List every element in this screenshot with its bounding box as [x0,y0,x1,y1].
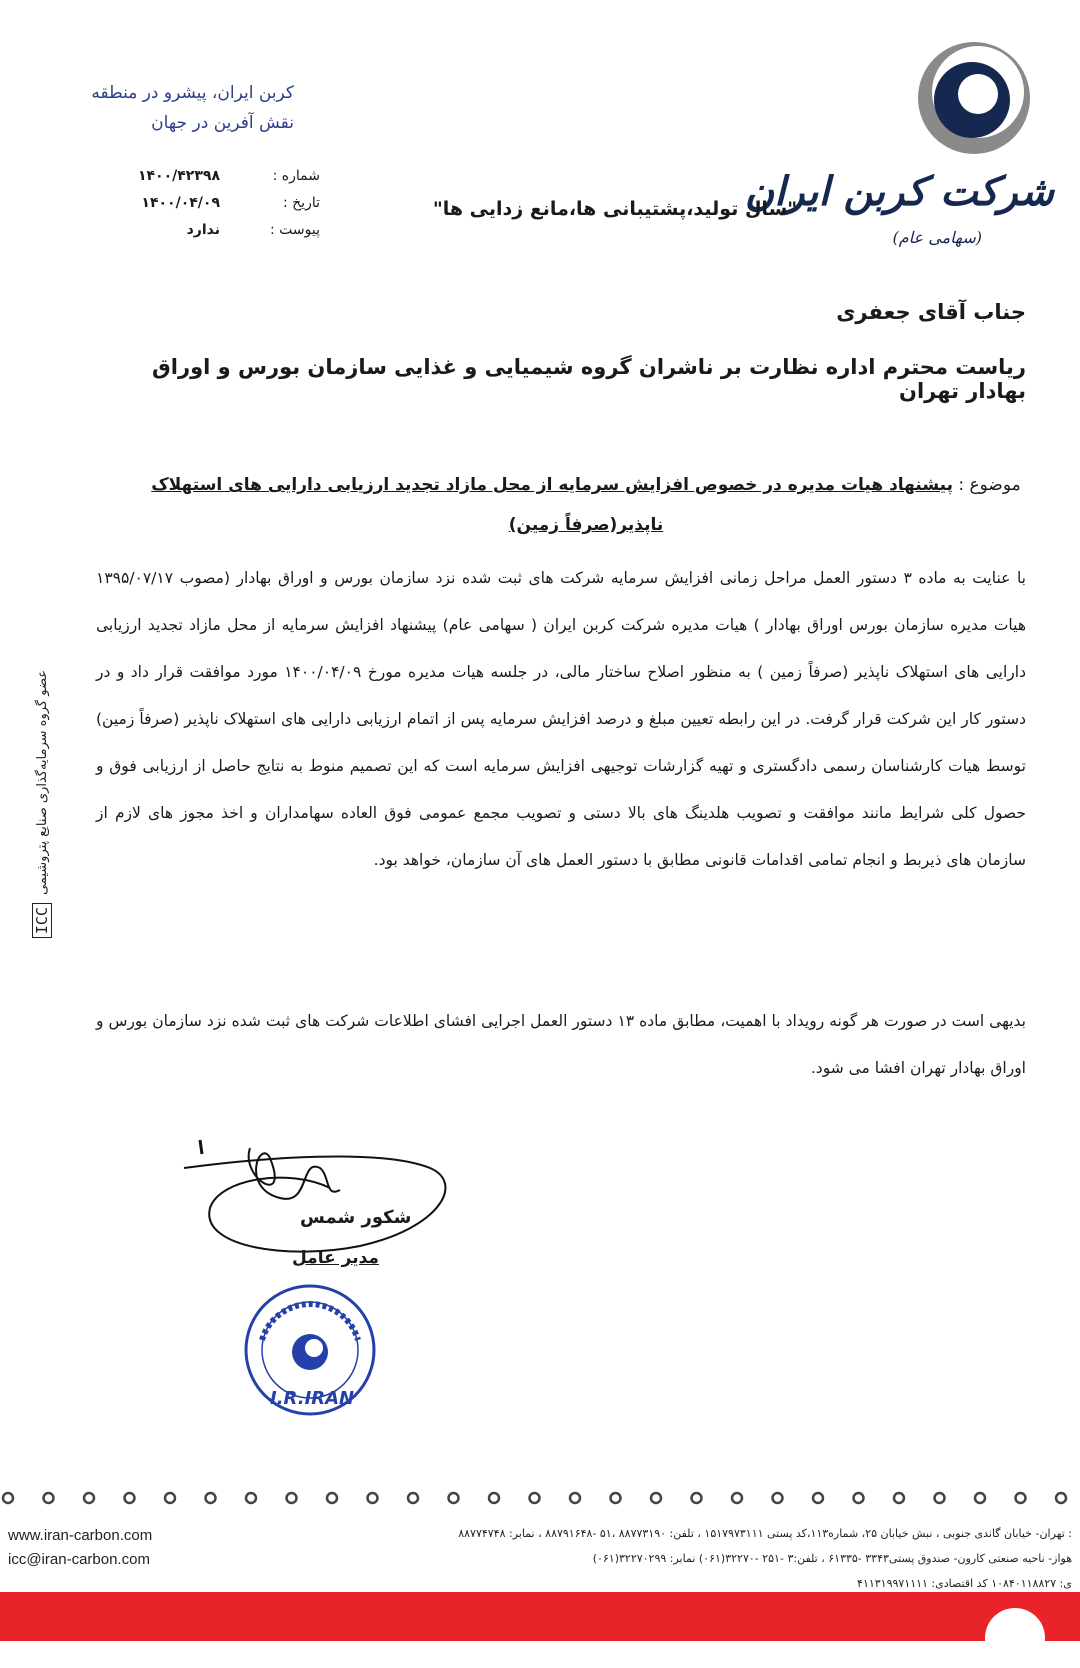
dot-icon [84,1493,94,1503]
footer-website-link[interactable]: www.iran-carbon.com [8,1527,153,1544]
footer-address-line: ی: ۱۰۸۴۰۱۱۸۸۲۷ کد اقتصادی: ۴۱۱۳۱۹۹۷۱۱۱۱ [857,1577,1072,1590]
meta-attachment-label: پیوست : [270,222,320,238]
recipient-office: ریاست محترم اداره نظارت بر ناشران گروه شیمیایی و غذایی سازمان بورس و اوراق بهادار تهران [152,355,1026,403]
dot-icon [327,1493,337,1503]
dot-icon [125,1493,135,1503]
meta-attachment-row [150,222,320,249]
company-type: (سهامی عام) [892,228,982,247]
side-member-text: عضو گروه سرمایه‌گذاری صنایع پتروشیمی [34,670,50,895]
footer-circle-icon [985,1608,1045,1668]
dot-icon [368,1493,378,1503]
signer-name: شکور شمس [300,1207,412,1228]
dot-icon [651,1493,661,1503]
letter-closing: بدیهی است در صورت هر گونه رویداد با اهمیت، مطابق ماده ۱۳ دستور العمل اجرایی افشای اطلاعات شرکت های ثبت شده نزد سازمان بورس و اوراق بهادار تهران افشا می شود. [96,1012,1026,1077]
dot-icon [692,1493,702,1503]
dot-icon [935,1493,945,1503]
dot-icon [773,1493,783,1503]
company-name: شرکت کربن ایران [744,168,1054,215]
footer-red-band [0,1592,1080,1641]
stamp-city: I.R.IRAN [270,1388,355,1409]
letter-meta [137,168,320,249]
meta-number-row [137,168,320,195]
year-motto: "سال تولید،پشتیبانی ها،مانع زدایی ها" [432,198,798,220]
dot-icon [894,1493,904,1503]
meta-number-label: شماره : [272,168,320,184]
slogan-line: نقش آفرین در جهان [151,113,294,133]
icc-badge: ICC [32,903,52,938]
footer-contact [8,1524,152,1572]
dot-icon [813,1493,823,1503]
decorative-dots [0,1488,1080,1508]
meta-number-value: ۱۴۰۰/۴۲۳۹۸ [137,168,220,184]
dot-icon [530,1493,540,1503]
dot-icon [570,1493,580,1503]
dot-icon [611,1493,621,1503]
letter-subject [146,465,1026,545]
dot-icon [165,1493,175,1503]
dot-icon [287,1493,297,1503]
subject-label: موضوع : [958,475,1021,495]
signature-scribble [180,1128,460,1258]
dot-icon [854,1493,864,1503]
footer-address-line: هواز- ناحیه صنعتی کارون- صندوق پستی۳۳۴۳ -۶۱۳۳۵ ، تلفن:۳ -۲۵۱ -۳۲۲۷۰(۰۶۱) نمابر: ۳۲۲۷۰۲۹۹(۰۶۱) [592,1552,1072,1565]
dot-icon [3,1493,13,1503]
side-member-note [22,670,62,970]
dot-icon [44,1493,54,1503]
footer-email-link[interactable]: icc@iran-carbon.com [8,1551,150,1568]
footer-address-line: : تهران- خیابان گاندی جنوبی ، نبش خیابان ۲۵، شماره۱۱۳،کد پستی ۱۵۱۷۹۷۳۱۱۱ ، تلفن: ۸۸۷۷۳۱۹۰ ،۵۱ -۸۸۷۹۱۶۴۸ ، نمابر: ۸۸۷۷۴۷۴۸ [458,1527,1072,1540]
meta-date-row [141,195,320,222]
dot-icon [1016,1493,1026,1503]
meta-attachment-value: ندارد [186,222,220,238]
dot-icon [206,1493,216,1503]
dot-icon [489,1493,499,1503]
dot-icon [732,1493,742,1503]
recipient: جناب آقای جعفری [836,300,1026,324]
signer-title: مدیر عامل [292,1248,379,1268]
dot-icon [1056,1493,1066,1503]
meta-date-label: تاریخ : [282,195,320,211]
dot-icon [975,1493,985,1503]
subject-text: پیشنهاد هیات مدیره در خصوص افزایش سرمایه از محل مازاد تجدید ارزیابی دارایی های استهلاک ناپذیر(صرفاً زمین) [151,475,953,535]
letter-body: با عنایت به ماده ۳ دستور العمل مراحل زمانی افزایش سرمایه شرکت های ثبت شده نزد سازمان بورس و اوراق بهادار (مصوب ۱۳۹۵/۰۷/۱۷ هیات مدیره سازمان بورس اوراق بهادار ) هیات مدیره شرکت کربن ایران ( سهامی عام) پیشنهاد افزایش سرمایه از محل مازاد تجدید ارزیابی دارایی های استهلاک ناپذیر (صرفاً زمین ) به منظور اصلاح ساختار مالی، در جلسه هیات مدیره مورخ ۱۴۰۰/۰۴/۰۹ مورد موافقت قرار داد و در دستور کار این شرکت قرار گرفت. در این رابطه تعیین مبلغ و درصد افزایش سرمایه پس از اتمام ارزیابی دارایی های استهلاک ناپذیر (صرفاً زمین) توسط هیات کارشناسان رسمی دادگستری و تهیه گزارشات توجیهی افزایش سرمایه است که این تصمیم منوط به نتایج حاصل از ارزیابی فوق و حصول کلی شرایط مانند موافقت و تصویب هلدینگ های بالا دستی و تصویب مجمع عمومی فوق العاده سهامداران و اخذ مجوز های لازم از سازمان های ذیربط و انجام تمامی اقدامات قانونی مطابق با دستور العمل های آن سازمان، خواهد بود. [96,569,1026,869]
dot-icon [449,1493,459,1503]
footer-address [272,1521,1072,1596]
company-slogan [64,78,294,138]
dot-icon [246,1493,256,1503]
company-logo-icon [914,38,1034,158]
meta-date-value: ۱۴۰۰/۰۴/۰۹ [141,195,220,211]
dot-icon [408,1493,418,1503]
slogan-line: کربن ایران، پیشرو در منطقه [91,83,294,103]
